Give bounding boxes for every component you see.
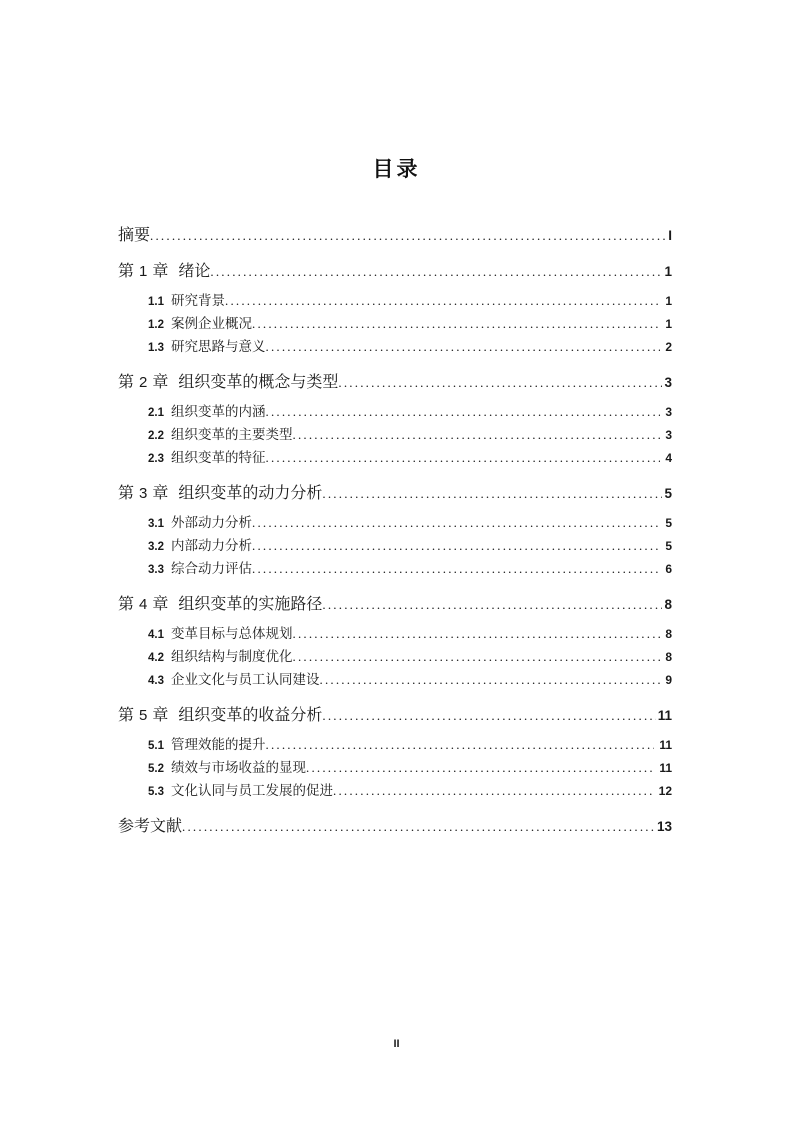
toc-entry-chapter-5[interactable] — [118, 704, 672, 728]
dot-leader — [252, 512, 660, 533]
dot-leader — [210, 260, 662, 284]
toc-entry-label: 摘要 — [118, 227, 151, 244]
dot-leader — [225, 290, 660, 311]
toc-page-number: 5 — [665, 516, 672, 530]
dot-leader — [322, 704, 655, 728]
toc-page-number: 9 — [665, 673, 672, 687]
toc-entry-2-1[interactable] — [148, 401, 672, 424]
toc-entry-chapter-2[interactable] — [118, 371, 672, 395]
toc-page-number: 8 — [664, 597, 672, 612]
dot-leader — [252, 535, 660, 556]
toc-entry-2-3[interactable] — [148, 447, 672, 470]
dot-leader — [266, 336, 661, 357]
toc-entry-1-3[interactable] — [148, 336, 672, 359]
dot-leader — [306, 757, 654, 778]
toc-page-number: 3 — [665, 405, 672, 419]
toc-entry-references[interactable] — [118, 815, 672, 839]
toc-entry-label: 第 4 章 组织变革的实施路径 — [118, 596, 323, 613]
dot-leader — [293, 424, 661, 445]
toc-entry-number: 5.2 — [148, 763, 164, 775]
toc-page-number: 5 — [664, 486, 672, 501]
toc-entry-label: 变革目标与总体规划 — [171, 626, 293, 641]
toc-entry-4-2[interactable] — [148, 646, 672, 669]
toc-entry-4-1[interactable] — [148, 623, 672, 646]
dot-leader — [252, 558, 660, 579]
toc-entry-label: 企业文化与员工认同建设 — [171, 672, 320, 687]
toc-entry-3-2[interactable] — [148, 535, 672, 558]
toc-page-number: I — [668, 228, 672, 243]
dot-leader — [252, 313, 660, 334]
toc-page-number: 1 — [664, 264, 672, 279]
page-title: 目录 — [372, 158, 421, 181]
toc-entry-label: 绩效与市场收益的显现 — [171, 760, 306, 775]
toc-entry-label: 内部动力分析 — [171, 538, 252, 553]
dot-leader — [322, 593, 662, 617]
toc-page-number: 13 — [656, 819, 672, 834]
toc-entry-number: 4.1 — [148, 629, 164, 641]
toc-entry-chapter-3[interactable] — [118, 482, 672, 506]
toc-entry-chapter-1[interactable] — [118, 260, 672, 284]
dot-leader — [338, 371, 662, 395]
dot-leader — [293, 646, 661, 667]
toc-entry-number: 5.1 — [148, 740, 164, 752]
dot-leader — [266, 401, 661, 422]
toc-page-number: 3 — [665, 428, 672, 442]
toc-entry-label: 研究思路与意义 — [171, 339, 266, 354]
toc-entry-number: 2.3 — [148, 453, 164, 465]
toc-entry-number: 5.3 — [148, 786, 164, 798]
dot-leader — [150, 224, 666, 248]
toc-entry-1-1[interactable] — [148, 290, 672, 313]
dot-leader — [266, 447, 661, 468]
toc-entry-label: 组织变革的主要类型 — [171, 427, 293, 442]
toc-entry-abstract[interactable] — [118, 224, 672, 248]
toc-entry-number: 1.2 — [148, 319, 164, 331]
toc-entry-number: 3.2 — [148, 541, 164, 553]
dot-leader — [333, 780, 654, 801]
footer-page-number: II — [393, 1038, 400, 1050]
toc-entry-label: 第 3 章 组织变革的动力分析 — [118, 485, 323, 502]
toc-entry-number: 2.1 — [148, 407, 164, 419]
toc-page-number: 11 — [659, 738, 672, 752]
toc-entry-number: 3.1 — [148, 518, 164, 530]
toc-entry-label: 外部动力分析 — [171, 515, 252, 530]
toc-page-number: 12 — [658, 784, 672, 798]
toc-entry-number: 4.2 — [148, 652, 164, 664]
toc-entry-number: 2.2 — [148, 430, 164, 442]
toc-entry-5-3[interactable] — [148, 780, 672, 803]
table-of-contents — [118, 224, 672, 839]
toc-entry-4-3[interactable] — [148, 669, 672, 692]
toc-page-number: 3 — [664, 375, 672, 390]
dot-leader — [182, 815, 655, 839]
toc-entry-label: 第 1 章 绪论 — [118, 263, 211, 280]
dot-leader — [266, 734, 655, 755]
toc-page-number: 1 — [665, 294, 672, 308]
toc-page-number: 4 — [665, 451, 672, 465]
toc-entry-label: 案例企业概况 — [171, 316, 252, 331]
toc-page-number: 8 — [665, 650, 672, 664]
dot-leader — [293, 623, 661, 644]
dot-leader — [322, 482, 662, 506]
toc-entry-number: 4.3 — [148, 675, 164, 687]
toc-entry-3-1[interactable] — [148, 512, 672, 535]
toc-entry-label: 参考文献 — [118, 818, 183, 835]
toc-entry-1-2[interactable] — [148, 313, 672, 336]
dot-leader — [320, 669, 661, 690]
toc-entry-label: 研究背景 — [171, 293, 225, 308]
toc-entry-label: 组织变革的特征 — [171, 450, 266, 465]
toc-page-number: 1 — [665, 317, 672, 331]
toc-entry-5-1[interactable] — [148, 734, 672, 757]
toc-entry-label: 管理效能的提升 — [171, 737, 266, 752]
toc-entry-2-2[interactable] — [148, 424, 672, 447]
toc-entry-5-2[interactable] — [148, 757, 672, 780]
toc-entry-number: 1.1 — [148, 296, 164, 308]
toc-entry-label: 文化认同与员工发展的促进 — [171, 783, 333, 798]
toc-page-number: 5 — [665, 539, 672, 553]
toc-entry-label: 第 5 章 组织变革的收益分析 — [118, 707, 323, 724]
toc-entry-3-3[interactable] — [148, 558, 672, 581]
toc-entry-label: 组织结构与制度优化 — [171, 649, 293, 664]
toc-page-number: 11 — [659, 761, 672, 775]
toc-page-number: 8 — [665, 627, 672, 641]
toc-entry-label: 综合动力评估 — [171, 561, 252, 576]
toc-entry-label: 第 2 章 组织变革的概念与类型 — [118, 374, 339, 391]
toc-page-number: 2 — [665, 340, 672, 354]
toc-entry-number: 1.3 — [148, 342, 164, 354]
toc-entry-chapter-4[interactable] — [118, 593, 672, 617]
toc-page-number: 6 — [665, 562, 672, 576]
toc-entry-number: 3.3 — [148, 564, 164, 576]
toc-page-number: 11 — [657, 708, 672, 723]
toc-entry-label: 组织变革的内涵 — [171, 404, 266, 419]
